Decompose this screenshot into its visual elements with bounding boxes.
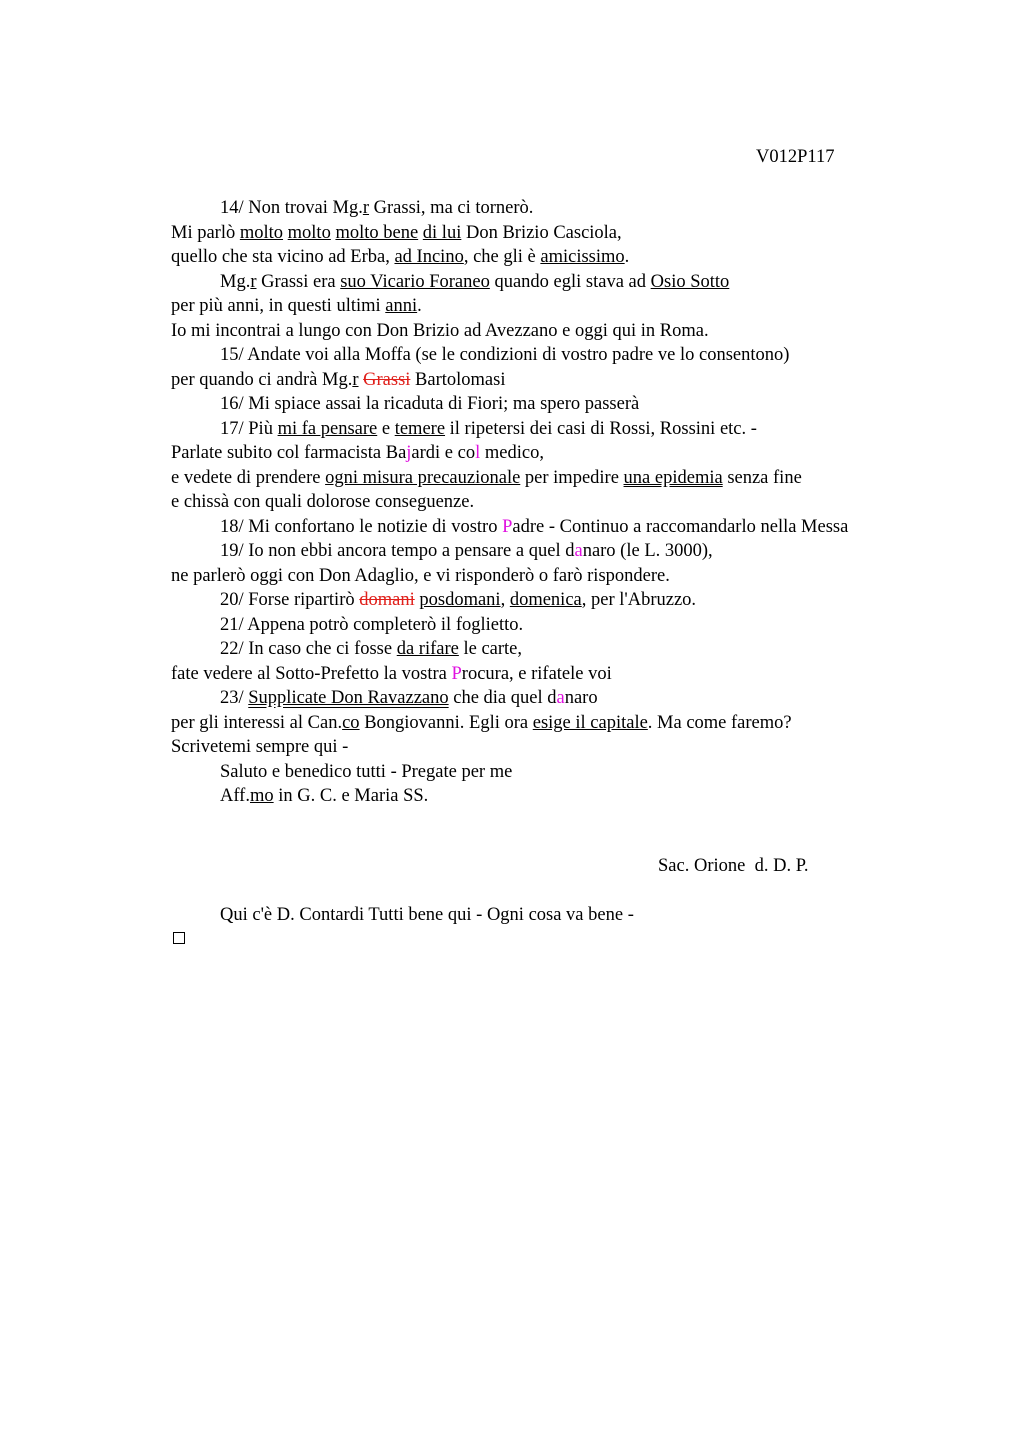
text-run: naro	[564, 688, 598, 708]
underlined-text: da rifare	[396, 639, 459, 659]
text-run: quando egli stava ad	[489, 271, 651, 292]
underlined-text: anni	[385, 296, 418, 316]
underlined-text: amicissimo	[540, 247, 625, 267]
text-run: 17/ Più	[220, 418, 278, 439]
text-run: 18/ Mi confortano le notizie di vostro	[220, 516, 503, 537]
checkbox-square-icon	[173, 932, 185, 944]
underlined-text: Osio Sotto	[650, 271, 730, 292]
inserted-letter: P	[502, 516, 513, 537]
double-underlined-text: una epidemia	[623, 467, 723, 488]
text-run: Bongiovanni. Egli ora	[359, 712, 533, 733]
text-line	[171, 735, 891, 760]
abbrev-superscript: r	[352, 369, 359, 390]
text-run: 22/ In caso che ci fosse	[220, 639, 397, 659]
paragraph-16	[171, 392, 891, 417]
text-run: senza fine	[722, 467, 802, 488]
paragraph-23	[171, 686, 891, 711]
underlined-text: posdomani	[419, 590, 501, 610]
text-run: , che gli è	[463, 247, 541, 267]
text-line	[171, 711, 891, 736]
text-run: 16/ Mi spiace assai la ricaduta di Fiori; ma spero passerà	[220, 394, 640, 414]
abbrev-superscript: r	[250, 271, 257, 292]
text-run: Mg.	[220, 271, 251, 292]
text-run: 15/ Andate voi alla Moffa (se le condizioni di vostro padre ve lo consentono)	[220, 345, 790, 365]
underlined-text: domenica	[509, 590, 582, 610]
text-line	[171, 221, 891, 246]
text-line	[171, 319, 891, 344]
abbrev-superscript: mo	[249, 786, 274, 806]
underlined-text: molto	[239, 222, 284, 243]
text-run: Don Brizio Casciola,	[461, 222, 622, 243]
text-run: per più anni, in questi ultimi	[171, 296, 386, 316]
text-line	[171, 490, 891, 515]
text-run: per gli interessi al Can.	[171, 712, 343, 733]
text-run: 23/	[220, 688, 249, 708]
deleted-text: domani	[359, 590, 415, 610]
text-run: , per l'Abruzzo.	[581, 590, 697, 610]
underlined-text: ad Incino	[394, 247, 464, 267]
paragraph-14	[171, 196, 891, 221]
paragraph-17: 17/ Più mi fa pensare e temere il ripetersi dei casi di Rossi, Rossini etc. -	[220, 418, 757, 439]
text-run: per quando ci andrà Mg.	[171, 369, 353, 390]
underlined-text: di lui	[422, 222, 462, 243]
text-run: naro (le L. 3000),	[582, 541, 713, 561]
text-run: Grassi, ma ci tornerò.	[369, 198, 534, 218]
paragraph-22	[171, 637, 891, 662]
underlined-text: molto bene	[335, 222, 419, 243]
text-line	[171, 662, 891, 687]
text-run: in G. C. e Maria SS.	[273, 786, 429, 806]
text-line	[171, 466, 891, 491]
text-run: e vedete di prendere	[171, 467, 326, 488]
postscript: Qui c'è D. Contardi Tutti bene qui - Ogni cosa va bene -	[220, 905, 634, 925]
text-run: medico,	[480, 443, 544, 463]
inserted-letter: P	[451, 663, 462, 684]
inserted-letter: j	[406, 443, 412, 463]
text-run: . Ma come faremo?	[647, 712, 792, 733]
paragraph-18	[171, 515, 891, 540]
text-run: Saluto e benedico tutti - Pregate per me	[220, 761, 513, 782]
text-run: il ripetersi dei casi di Rossi, Rossini etc. -	[445, 418, 757, 439]
text-line	[171, 270, 891, 295]
paragraph-20: 20/ Forse ripartirò domani posdomani, domenica, per l'Abruzzo.	[220, 590, 697, 610]
underlined-text: temere	[394, 418, 446, 439]
inserted-letter: l	[475, 443, 481, 463]
page-id: V012P117	[756, 147, 835, 167]
text-run: che dia quel d	[448, 688, 557, 708]
text-run: 14/ Non trovai Mg.	[220, 198, 363, 218]
text-run: Parlate subito col farmacista Ba	[171, 443, 407, 463]
double-underlined-text: Supplicate Don Ravazzano	[248, 688, 449, 708]
signature: Sac. Orione d. D. P.	[658, 856, 809, 876]
underlined-text: mi fa pensare	[277, 418, 378, 439]
text-run: le carte,	[458, 639, 523, 659]
paragraph-19	[171, 539, 891, 564]
inserted-letter: a	[556, 688, 565, 708]
paragraph-15	[171, 343, 891, 368]
text-run: e chissà con quali dolorose conseguenze.	[171, 492, 475, 512]
text-run: quello che sta vicino ad Erba,	[171, 247, 395, 267]
text-run: 19/ Io non ebbi ancora tempo a pensare a quel d	[220, 541, 575, 561]
underlined-text: esige il capitale	[532, 712, 648, 733]
text-run: 20/ Forse ripartirò	[220, 590, 360, 610]
text-run: Mi parlò	[171, 222, 240, 243]
text-line	[171, 441, 891, 466]
text-run: Io mi incontrai a lungo con Don Brizio ad Avezzano e oggi qui in Roma.	[171, 320, 709, 341]
abbrev-superscript: co	[342, 712, 360, 733]
text-run: Scrivetemi sempre qui -	[171, 737, 349, 757]
text-run: ne parlerò oggi con Don Adaglio, e vi risponderò o farò rispondere.	[171, 565, 670, 586]
text-run: Grassi era	[256, 271, 341, 292]
text-line	[171, 564, 891, 589]
text-run: rocura, e rifatele voi	[461, 663, 612, 684]
text-run: ardi e co	[411, 443, 476, 463]
text-run: 21/ Appena potrò completerò il foglietto.	[220, 614, 524, 635]
text-line: per più anni, in questi ultimi anni.	[171, 296, 422, 316]
closing-greeting	[171, 760, 891, 785]
underlined-text: suo Vicario Foraneo	[340, 271, 490, 292]
text-run: per impedire	[520, 467, 624, 488]
text-run: Bartolomasi	[410, 369, 506, 390]
underlined-text: ogni misura precauzionale	[325, 467, 521, 488]
paragraph-21	[171, 613, 891, 638]
text-line: quello che sta vicino ad Erba, ad Incino, che gli è amicissimo.	[171, 247, 630, 267]
closing-line	[171, 784, 891, 809]
deleted-text: Grassi	[363, 369, 411, 390]
text-run: fate vedere al Sotto-Prefetto la vostra	[171, 663, 452, 684]
text-line	[171, 368, 891, 393]
text-run: adre - Continuo a raccomandarlo nella Messa	[512, 516, 849, 537]
underlined-text: molto	[287, 222, 331, 243]
letter-body	[171, 196, 891, 809]
text-run: Aff.	[220, 786, 250, 806]
inserted-letter: a	[574, 541, 583, 561]
abbrev-superscript: r	[362, 198, 370, 218]
